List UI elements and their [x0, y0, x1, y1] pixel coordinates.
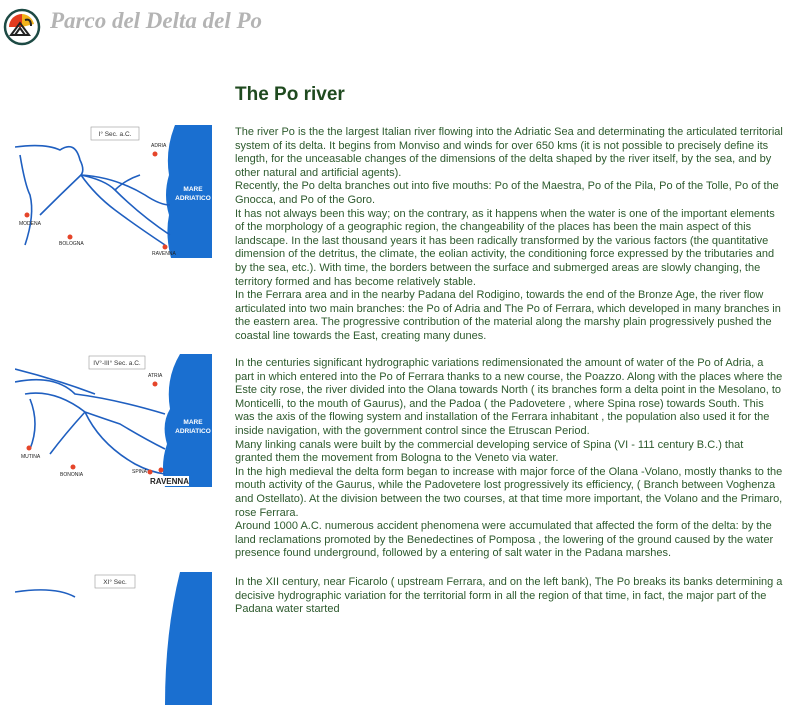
paragraph: The river Po is the the largest Italian river flowing into the Adriatic Sea and determinating the articulated territorial system of its delta. It begins from Monviso and winds for over 650 kms (it is not possible to precisely define its length, for the unceasable changes of the dimensions of the delta shaped by the river itself, by the sea, and by other natural and artificial agents). — [235, 126, 783, 179]
paragraph: In the XII century, near Ficarolo ( upstream Ferrara, and on the left bank), The Po breaks its banks determining a decisive hydrographic variation for the territorial form in all the region of that time, in fact, the major part of the Padana water started — [235, 576, 783, 616]
city-label: BOLOGNA — [59, 241, 84, 247]
sea-label: ADRIATICO — [175, 195, 211, 202]
city-label: MODENA — [19, 221, 41, 227]
section-3-text — [235, 576, 783, 617]
city-label: ADRIA — [151, 143, 167, 149]
city-label: ATRIA — [148, 373, 163, 379]
map-first-century-bc — [15, 125, 212, 258]
sea-label: MARE — [183, 186, 203, 193]
city-label: MUTINA — [21, 454, 41, 460]
paragraph: Around 1000 A.C. numerous accident phenomena were accumulated that affected the form of the delta: by the land reclamations promoted by the Benedectines of Pomposa , the lowering of the ground caused by the water presence found underground, followed by a entering of salt water in the Padana marshes. — [235, 520, 774, 560]
map-era-label: XI° Sec. — [103, 579, 127, 586]
city-label: SPINA — [132, 469, 148, 475]
map-era-label: IV°-III° Sec. a.C. — [93, 360, 141, 367]
page-title: The Po river — [235, 84, 345, 105]
sea-label: MARE — [183, 419, 203, 426]
city-label-ravenna: RAVENNA — [150, 477, 189, 486]
map-fourth-third-century-bc — [15, 354, 212, 487]
paragraph: In the Ferrara area and in the nearby Padana del Rodigino, towards the end of the Bronze Age, the river flow articulated into two main branches: the Po of Adria and The Po of Ferrara, which developed in many branches in the eastern area. The progressive contribution of the material along the marshy plain progressively pushed the coastal line towards the East, creating many dunes. — [235, 289, 781, 342]
paragraph: In the centuries significant hydrographic variations redimensionated the amount of water of the Po of Adria, a part in which entered into the Po of Ferrara thanks to a new course, the Poazzo. Along with the places where the Este city rose, the river divided into the Olana towards North ( its branches form a delta point in the Mesolano, to Monticelli, to the mouth of Gaurus), and the Padoa ( the Padovetere , where Spina rose) towards South. This was the axis of the flowing system and installation of the Ferrara inhabitant , the population also used it for the inside navigation, with the government control since the Etruscan Period. — [235, 357, 783, 437]
sea-label: ADRIATICO — [175, 428, 211, 435]
city-label: RAVENNA — [152, 251, 176, 257]
map-era-label: I° Sec. a.C. — [98, 131, 132, 138]
city-label: BONONIA — [60, 472, 84, 478]
paragraph: It has not always been this way; on the contrary, as it happens when the water is one of the important elements of the morphology of a geographic region, the changeability of the places has been the main aspect of this landscape. In the last thousand years it has been radically transformed by the various factors (the quantitative dimension of the detritus, the climate, the eolian activity, the conditioning force expressed by the tributaries and by the sea, etc.). With time, the borders between the surface and submerged areas are slowly changing, the territory formed and has become relatively stable. — [235, 207, 775, 288]
park-logo[interactable] — [3, 8, 41, 46]
paragraph: Many linking canals were built by the commercial developing service of Spina (VI - 111 century B.C.) that granted them the movement from Bologna to the Veneto via water. — [235, 438, 744, 465]
section-1-text — [235, 126, 783, 344]
section-2-text — [235, 357, 783, 561]
map-eleventh-century — [15, 572, 212, 705]
paragraph: Recently, the Po delta branches out into five mouths: Po of the Maestra, Po of the Pila, Po of the Tolle, Po of the Gnocca, and Po of the Goro. — [235, 180, 779, 206]
paragraph: In the high medieval the delta form began to increase with major force of the Olana -Volano, mostly thanks to the mouth activity of the Gaurus, while the Padovetere lost progressively its efficiency, ( Branch between Voghenza and Ostellato). At the division between the two courses, at that time more important, the Volano and the Primaro, rose Ferrara. — [235, 465, 783, 519]
site-title: Parco del Delta del Po — [50, 8, 263, 33]
